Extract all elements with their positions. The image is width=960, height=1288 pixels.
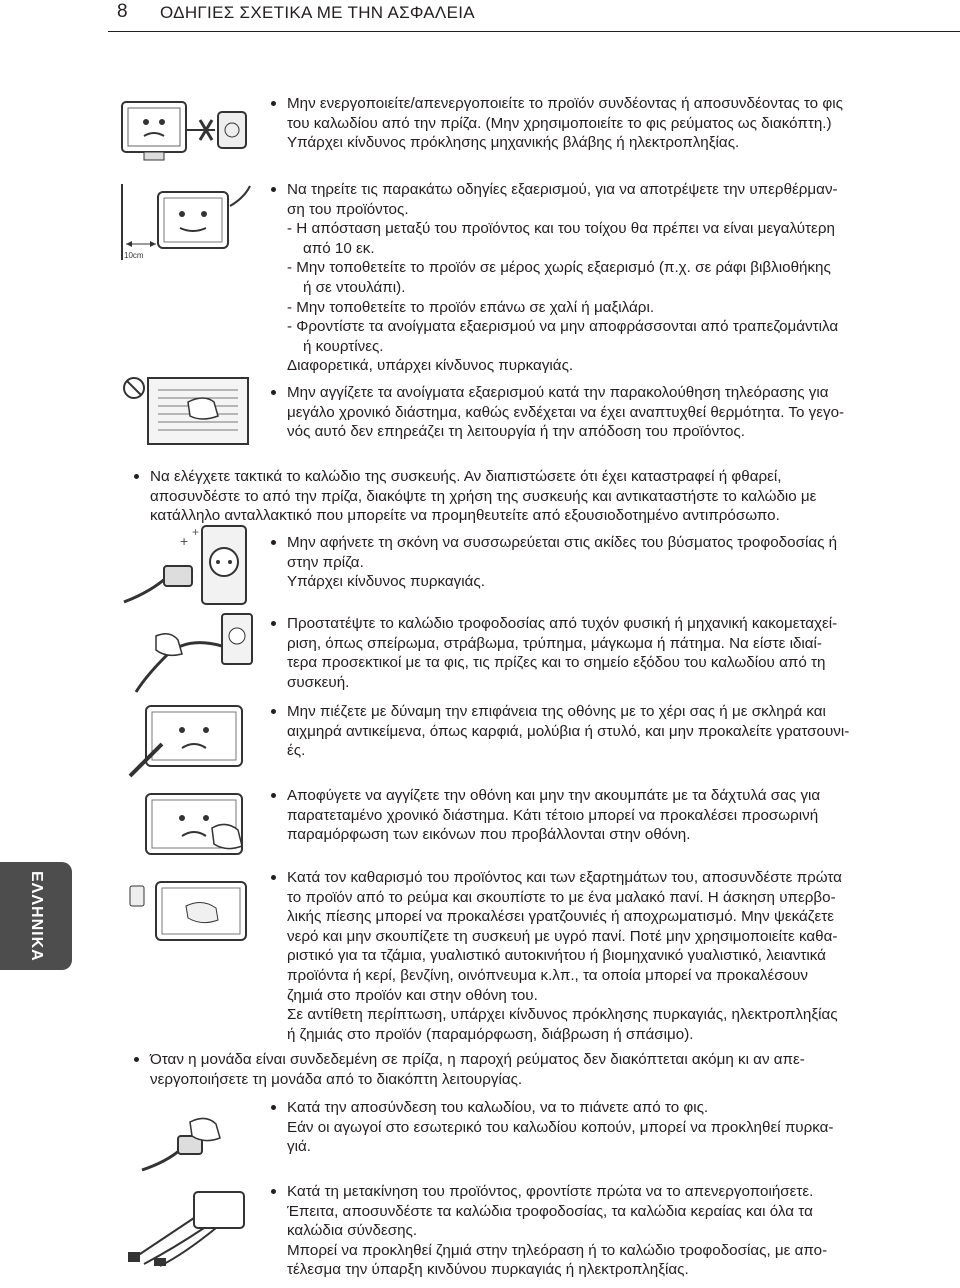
text-line: κατάλληλο ανταλλακτικό που μπορείτε να προμηθευτείτε από εξουσιοδοτημένο αντιπρόσωπο. bbox=[150, 507, 780, 525]
text-line: Μην πιέζετε με δύναμη την επιφάνεια της οθόνης με το χέρι σας ή με σκληρά και bbox=[287, 703, 826, 720]
page-header bbox=[0, 0, 960, 34]
text-line: μεγάλο χρονικό διάστημα, καθώς ενδέχεται να έχει αναπτυχθεί θερμότητα. Το γεγο- bbox=[287, 403, 845, 421]
text-line: τέλεσμα την ύπαρξη κινδύνου πυρκαγιάς ή ηλεκτροπληξίας. bbox=[287, 1261, 689, 1279]
text-line: Μην αφήνετε τη σκόνη να συσσωρεύεται στις ακίδες του βύσματος τροφοδοσίας ή bbox=[287, 534, 838, 551]
text-line: Να ελέγχετε τακτικά το καλώδιο της συσκευής. Αν διαπιστώσετε ότι έχει καταστραφεί ή φθαρεί, bbox=[150, 468, 782, 485]
safety-item bbox=[287, 702, 849, 761]
text-line: παραμόρφωση των εικόνων που προβάλλονται στην οθόνη. bbox=[287, 826, 691, 844]
text-line: παρατεταμένο χρονικό διάστημα. Κάτι τέτοιο μπορεί να προκαλέσει προσωρινή bbox=[287, 806, 819, 824]
header-title: ΟΔΗΓΙΕΣ ΣΧΕΤΙΚΑ ΜΕ ΤΗΝ ΑΣΦΑΛΕΙΑ bbox=[160, 3, 475, 22]
move-cables-illustration bbox=[124, 1188, 254, 1268]
svg-text:+: + bbox=[180, 533, 189, 549]
text-line: τερα προσεκτικοί με τα φις, τις πρίζες και το σημείο εξόδου του καλωδίου από τη bbox=[287, 654, 826, 672]
text-line: Κατά την αποσύνδεση του καλωδίου, να το πιάνετε από το φις. bbox=[287, 1099, 709, 1116]
text-line: Μην αγγίζετε τα ανοίγματα εξαερισμού κατά την παρακολούθηση τηλεόρασης για bbox=[287, 384, 829, 401]
safety-item bbox=[287, 1098, 834, 1157]
text-line: Έπειτα, αποσυνδέστε τα καλώδια τροφοδοσίας, τα καλώδια κεραίας και όλα τα bbox=[287, 1202, 813, 1220]
no-touch-vents-illustration bbox=[118, 372, 258, 452]
text-line: του καλωδίου από την πρίζα. (Μην χρησιμοποιείτε το φις ρεύματος ως διακόπτη.) bbox=[287, 114, 832, 132]
text-line: αιχμηρά αντικείμενα, όπως καρφιά, μολύβια ή στυλό, και μην προκαλείτε γρατσουνι- bbox=[287, 722, 850, 740]
ventilation-illustration bbox=[118, 182, 258, 262]
text-line: Προστατέψτε το καλώδιο τροφοδοσίας από τυχόν φυσική ή μηχανική κακομεταχεί- bbox=[287, 615, 838, 632]
cable-abuse-illustration bbox=[126, 606, 256, 696]
cleaning-illustration bbox=[126, 876, 256, 956]
tv-plug-illustration bbox=[120, 100, 250, 170]
text-line: λικής πίεσης μπορεί να προκαλέσει γρατζουνιές ή αποχρωματισμό. Μην ψεκάζετε bbox=[287, 908, 835, 926]
text-line: Υπάρχει κίνδυνος πυρκαγιάς. bbox=[287, 573, 485, 591]
text-line: ριστικό για τα τζάμια, γυαλιστικό αυτοκινήτου ή βιομηχανικό γυαλιστικό, λειαντικά bbox=[287, 947, 826, 965]
text-line: Μην ενεργοποιείτε/απενεργοποιείτε το προϊόν συνδέοντας ή αποσυνδέοντας το φις bbox=[287, 95, 843, 112]
text-line: ή κουρτίνες. bbox=[303, 337, 384, 355]
unplug-illustration bbox=[136, 1106, 246, 1176]
dusty-plug-illustration bbox=[120, 522, 250, 612]
text-line: προϊόντα ή κερί, βενζίνη, οινόπνευμα κ.λπ., τα οποία μπορεί να προκαλέσουν bbox=[287, 966, 808, 984]
safety-item bbox=[150, 467, 816, 526]
text-line: νεργοποιήσετε τη μονάδα από το διακόπτη λειτουργίας. bbox=[150, 1070, 523, 1088]
text-line: Διαφορετικά, υπάρχει κίνδυνος πυρκαγιάς. bbox=[287, 357, 574, 375]
language-tab-label: ΕΛΛΗΝΙΚΑ bbox=[28, 870, 45, 962]
distance-label: 10cm bbox=[124, 251, 144, 260]
text-line: νός αυτό δεν επηρεάζει τη λειτουργία ή την απόδοση του προϊόντος. bbox=[287, 423, 745, 441]
text-line: ζημιά στο προϊόν και στην οθόνη του. bbox=[287, 986, 538, 1004]
safety-item bbox=[287, 383, 844, 442]
safety-item bbox=[287, 533, 837, 592]
text-line: Σε αντίθετη περίπτωση, υπάρχει κίνδυνος πρόκλησης πυρκαγιάς, ηλεκτροπληξίας bbox=[287, 1006, 838, 1024]
text-line: ή σε ντουλάπι). bbox=[303, 278, 406, 296]
text-line: - Φροντίστε τα ανοίγματα εξαερισμού να μην αποφράσσονται από τραπεζομάντιλα bbox=[287, 318, 839, 336]
text-line: στην πρίζα. bbox=[287, 553, 364, 571]
text-line: Κατά τον καθαρισμό του προϊόντος και των εξαρτημάτων του, αποσυνδέστε πρώτα bbox=[287, 869, 842, 886]
text-line: Εάν οι αγωγοί στο εσωτερικό του καλωδίου κοπούν, μπορεί να προκληθεί πυρκα- bbox=[287, 1118, 834, 1136]
safety-item bbox=[287, 1182, 827, 1280]
text-line: ριση, όπως σπείρωμα, στράβωμα, τρύπημα, μάγκωμα ή πάτημα. Να είστε ιδιαί- bbox=[287, 634, 822, 652]
text-line: το προϊόν από το ρεύμα και σκουπίστε το με ένα μαλακό πανί. Η άσκηση υπερβο- bbox=[287, 888, 836, 906]
text-line: - Μην τοποθετείτε το προϊόν σε μέρος χωρίς εξαερισμό (π.χ. σε ράφι βιβλιοθήκης bbox=[287, 259, 831, 277]
text-line: ση του προϊόντος. bbox=[287, 200, 409, 218]
svg-text:+: + bbox=[192, 525, 200, 539]
text-line: - Μην τοποθετείτε το προϊόν επάνω σε χαλί ή μαξιλάρι. bbox=[287, 298, 655, 316]
text-line: Όταν η μονάδα είναι συνδεδεμένη σε πρίζα, η παροχή ρεύματος δεν διακόπτεται ακόμη κι αν απε- bbox=[150, 1051, 805, 1068]
text-line: Κατά τη μετακίνηση του προϊόντος, φροντίστε πρώτα να το απενεργοποιήσετε. bbox=[287, 1183, 814, 1200]
text-line: συσκευή. bbox=[287, 673, 350, 691]
text-line: Υπάρχει κίνδυνος πρόκλησης μηχανικής βλάβης ή ηλεκτροπληξίας. bbox=[287, 134, 740, 152]
text-line: από 10 εκ. bbox=[303, 239, 375, 257]
screen-touch-illustration bbox=[126, 788, 256, 868]
header-rule bbox=[108, 31, 960, 32]
text-line: Αποφύγετε να αγγίζετε την οθόνη και μην την ακουμπάτε με τα δάχτυλά σας για bbox=[287, 787, 821, 804]
page-number: 8 bbox=[117, 1, 128, 22]
safety-item bbox=[287, 614, 837, 692]
safety-item bbox=[287, 786, 820, 845]
text-line: ή ζημιάς στο προϊόν (παραμόρφωση, διάβρωση ή σπάσιμο). bbox=[287, 1025, 694, 1043]
text-line: Να τηρείτε τις παρακάτω οδηγίες εξαερισμού, για να αποτρέψετε την υπερθέρμαν- bbox=[287, 181, 838, 198]
text-line: καλώδια σύνδεσης. bbox=[287, 1222, 418, 1240]
text-line: Μπορεί να προκληθεί ζημιά στην τηλεόραση ή το καλώδιο τροφοδοσίας, με απο- bbox=[287, 1241, 828, 1259]
safety-item bbox=[150, 1050, 805, 1089]
text-line: γιά. bbox=[287, 1138, 311, 1156]
safety-item bbox=[287, 868, 842, 1044]
screen-press-illustration bbox=[126, 700, 256, 780]
text-line: ές. bbox=[287, 742, 306, 760]
safety-item bbox=[287, 180, 838, 376]
safety-item bbox=[287, 94, 843, 153]
language-tab bbox=[0, 862, 72, 970]
text-line: - Η απόσταση μεταξύ του προϊόντος και του τοίχου θα πρέπει να είναι μεγαλύτερη bbox=[287, 220, 835, 238]
text-line: νερό και μην σκουπίζετε τη συσκευή με υγρό πανί. Ποτέ μην χρησιμοποιείτε καθα- bbox=[287, 927, 838, 945]
text-line: αποσυνδέστε το από την πρίζα, διακόψτε τη χρήση της συσκευής και αντικαταστήστε το καλώδιο με bbox=[150, 487, 817, 505]
